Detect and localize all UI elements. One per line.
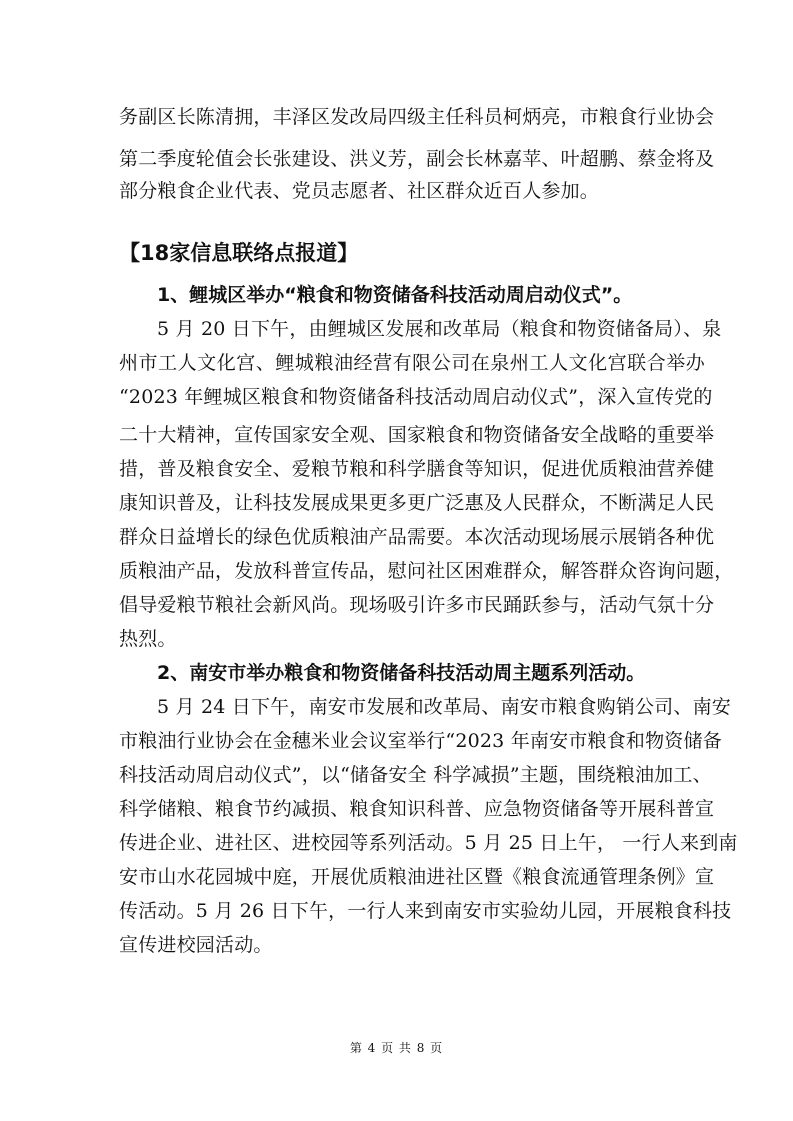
item1-line-3: “2023 年鲤城区粮食和物资储备科技活动周启动仪式”，深入宣传党的	[119, 386, 713, 408]
item1-line-9: 倡导爱粮节粮社会新风尚。现场吸引许多市民踊跃参与，活动气氛十分	[119, 594, 715, 616]
item1-line-7: 群众日益增长的绿色优质粮油产品需要。本次活动现场展示展销各种优	[119, 526, 715, 548]
intro-line-3: 部分粮食企业代表、党员志愿者、社区群众近百人参加。	[119, 180, 600, 202]
item1-line-10: 热烈。	[119, 628, 177, 650]
item2-line-5: 传进企业、进社区、进校园等系列活动。5 月 25 日上午， 一行人来到南	[119, 832, 738, 854]
intro-line-1: 务副区长陈清拥，丰泽区发改局四级主任科员柯炳亮，市粮食行业协会	[119, 106, 715, 128]
item2-line-2: 市粮油行业协会在金穗米业会议室举行“2023 年南安市粮食和物资储备	[119, 730, 722, 752]
item1-line-2: 州市工人文化宫、鲤城粮油经营有限公司在泉州工人文化宫联合举办	[119, 352, 705, 374]
section-heading: 【18家信息联络点报道】	[119, 241, 359, 265]
item1-title: 1、鲤城区举办“粮食和物资储备科技活动周启动仪式”。	[157, 284, 633, 306]
item2-line-1: 5 月 24 日下午，南安市发展和改革局、南安市粮食购销公司、南安	[157, 696, 731, 718]
item2-line-3: 科技活动周启动仪式”，以“储备安全 科学减损”主题，围绕粮油加工、	[119, 764, 712, 786]
item2-title: 2、南安市举办粮食和物资储备科技活动周主题系列活动。	[157, 662, 646, 684]
item2-line-7: 传活动。5 月 26 日下午，一行人来到南安市实验幼儿园，开展粮食科技	[119, 900, 732, 922]
item2-line-8: 宣传进校园活动。	[119, 934, 273, 956]
intro-line-2: 第二季度轮值会长张建设、洪义芳，副会长林嘉苹、叶超鹏、蔡金将及	[119, 148, 715, 170]
item1-line-6: 康知识普及，让科技发展成果更多更广泛惠及人民群众，不断满足人民	[119, 492, 715, 514]
item1-line-1: 5 月 20 日下午，由鲤城区发展和改革局（粮食和物资储备局）、泉	[157, 318, 722, 340]
item2-line-6: 安市山水花园城中庭，开展优质粮油进社区暨《粮食流通管理条例》宣	[119, 866, 715, 888]
page-number-footer: 第 4 页 共 8 页	[349, 1041, 444, 1055]
item2-line-4: 科学储粮、粮食节约减损、粮食知识科普、应急物资储备等开展科普宣	[119, 798, 715, 820]
item1-line-4: 二十大精神，宣传国家安全观、国家粮食和物资储备安全战略的重要举	[119, 424, 715, 446]
item1-line-5: 措，普及粮食安全、爱粮节粮和科学膳食等知识，促进优质粮油营养健	[119, 458, 715, 480]
item1-line-8: 质粮油产品，发放科普宣传品，慰问社区困难群众，解答群众咨询问题，	[119, 560, 734, 582]
